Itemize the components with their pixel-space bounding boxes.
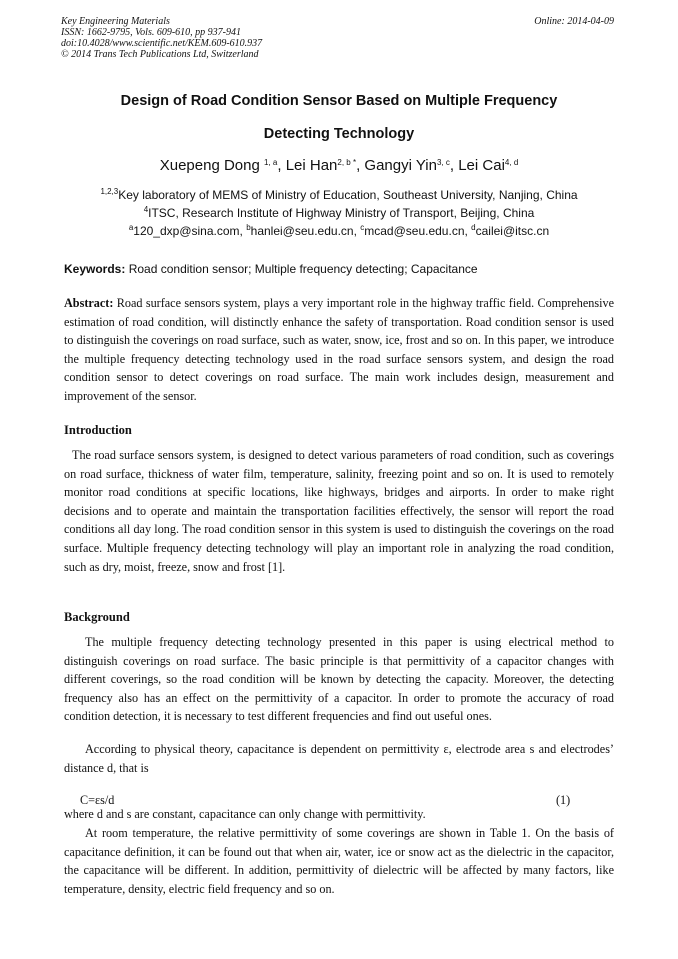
- author-3: Gangyi Yin$^{3, c}$,: [364, 157, 459, 174]
- abstract-label: Abstract:: [64, 296, 114, 310]
- background-paragraph-2: According to physical theory, capacitance is dependent on permittivity ε, electrode area s and electrodes’ distance d, that is: [64, 742, 614, 775]
- equation-number: (1): [556, 793, 571, 807]
- email-link[interactable]: cailei@itsc.cn: [475, 224, 550, 238]
- section-heading-introduction: Introduction: [64, 423, 132, 437]
- journal-name: Key Engineering Materials: [61, 16, 170, 27]
- background-paragraph-4: At room temperature, the relative permittivity of some coverings are shown in Table 1. On the basis of capacitance definition, it can be found out that when air, water, ice or snow act as the dielectric in the capacitor, the capacitance will be different. In addition, permittivity of dielectric will be affected by many factors, like temperature, density, electric field frequency and so on.: [64, 826, 614, 896]
- doi-line: doi:10.4028/www.scientific.net/KEM.609-610.937: [61, 38, 263, 49]
- paper-title-line-2: Detecting Technology: [263, 126, 415, 142]
- email-list: $^a$120_dxp@sina.com, $^b$hanlei@seu.edu.cn, $^c$mcad@seu.edu.cn, $^d$cailei@itsc.cn: [128, 223, 550, 238]
- introduction-paragraph: The road surface sensors system, is designed to detect various parameters of road condition, such as coverings on road surface, thickness of water film, temperature, salinity, freezing point and so on. It is used to remotely monitor road conditions at specific locations, like highways, bridges and airports. In order to make right decisions and to operate and maintain the transportation facilities effectively, the sensor will report the road conditions all day long. The road condition sensor in this system is used to distinguish the coverings on the road surface. Multiple frequency detecting technology will play an important role in analyzing the road condition, such as dry, moist, freeze, snow and frost [1].: [64, 448, 614, 574]
- author-list: [60, 157, 618, 174]
- affiliation-2: $^4$ITSC, Research Institute of Highway Ministry of Transport, Beijing, China: [143, 205, 535, 220]
- author-2: Lei Han$^{2, b *}$,: [285, 157, 365, 174]
- keywords-text: Road condition sensor; Multiple frequency detecting; Capacitance: [128, 262, 478, 276]
- affiliation-1: $^{1,2,3}$Key laboratory of MEMS of Ministry of Education, Southeast University, Nanjing, China: [100, 187, 578, 202]
- section-heading-background: Background: [64, 610, 130, 624]
- keywords: [64, 262, 478, 276]
- issn-line: ISSN: 1662-9795, Vols. 609-610, pp 937-941: [61, 27, 241, 38]
- email-link[interactable]: mcad@seu.edu.cn,: [364, 224, 472, 238]
- background-paragraph-3: where d and s are constant, capacitance can only change with permittivity.: [64, 807, 426, 821]
- author-1: Xuepeng Dong $^{1, a}$,: [159, 157, 286, 174]
- background-paragraph-1: The multiple frequency detecting technology presented in this paper is using electrical method to distinguish coverings on road surface. The basic principle is that permittivity of a capacitor changes with different coverings, so the road condition will be known by detecting the capacity. Moreover, the detecting frequency also has an effect on the permittivity of a capacitor. In order to promote the accuracy of road condition detection, it is necessary to test different frequencies and find out useful ones.: [64, 635, 614, 724]
- copyright-line: © 2014 Trans Tech Publications Ltd, Switzerland: [61, 49, 259, 60]
- equation: C=εs/d: [80, 793, 115, 807]
- abstract: [64, 294, 614, 406]
- online-date: Online: 2014-04-09: [534, 16, 614, 27]
- keywords-label: Keywords:: [64, 262, 126, 276]
- email-link[interactable]: 120_dxp@sina.com,: [133, 224, 247, 238]
- author-4: Lei Cai$^{4, d}$: [458, 157, 519, 174]
- abstract-text: Road surface sensors system, plays a very important role in the highway traffic field. Comprehensive estimation of road condition, will distinctly enhance the safety of transportation. Road condition sensor is used to distinguish the coverings on road surface, such as water, snow, ice, frost and so on. In this paper, we introduce the multiple frequency detecting technology used in the road surface sensors system, and design the road condition sensor to detect coverings on road surface. The main work includes design, measurement and improvement of the sensor.: [64, 296, 614, 403]
- email-link[interactable]: hanlei@seu.edu.cn,: [250, 224, 361, 238]
- running-header: [61, 16, 262, 60]
- paper-title-line-1: Design of Road Condition Sensor Based on Multiple Frequency: [120, 93, 558, 109]
